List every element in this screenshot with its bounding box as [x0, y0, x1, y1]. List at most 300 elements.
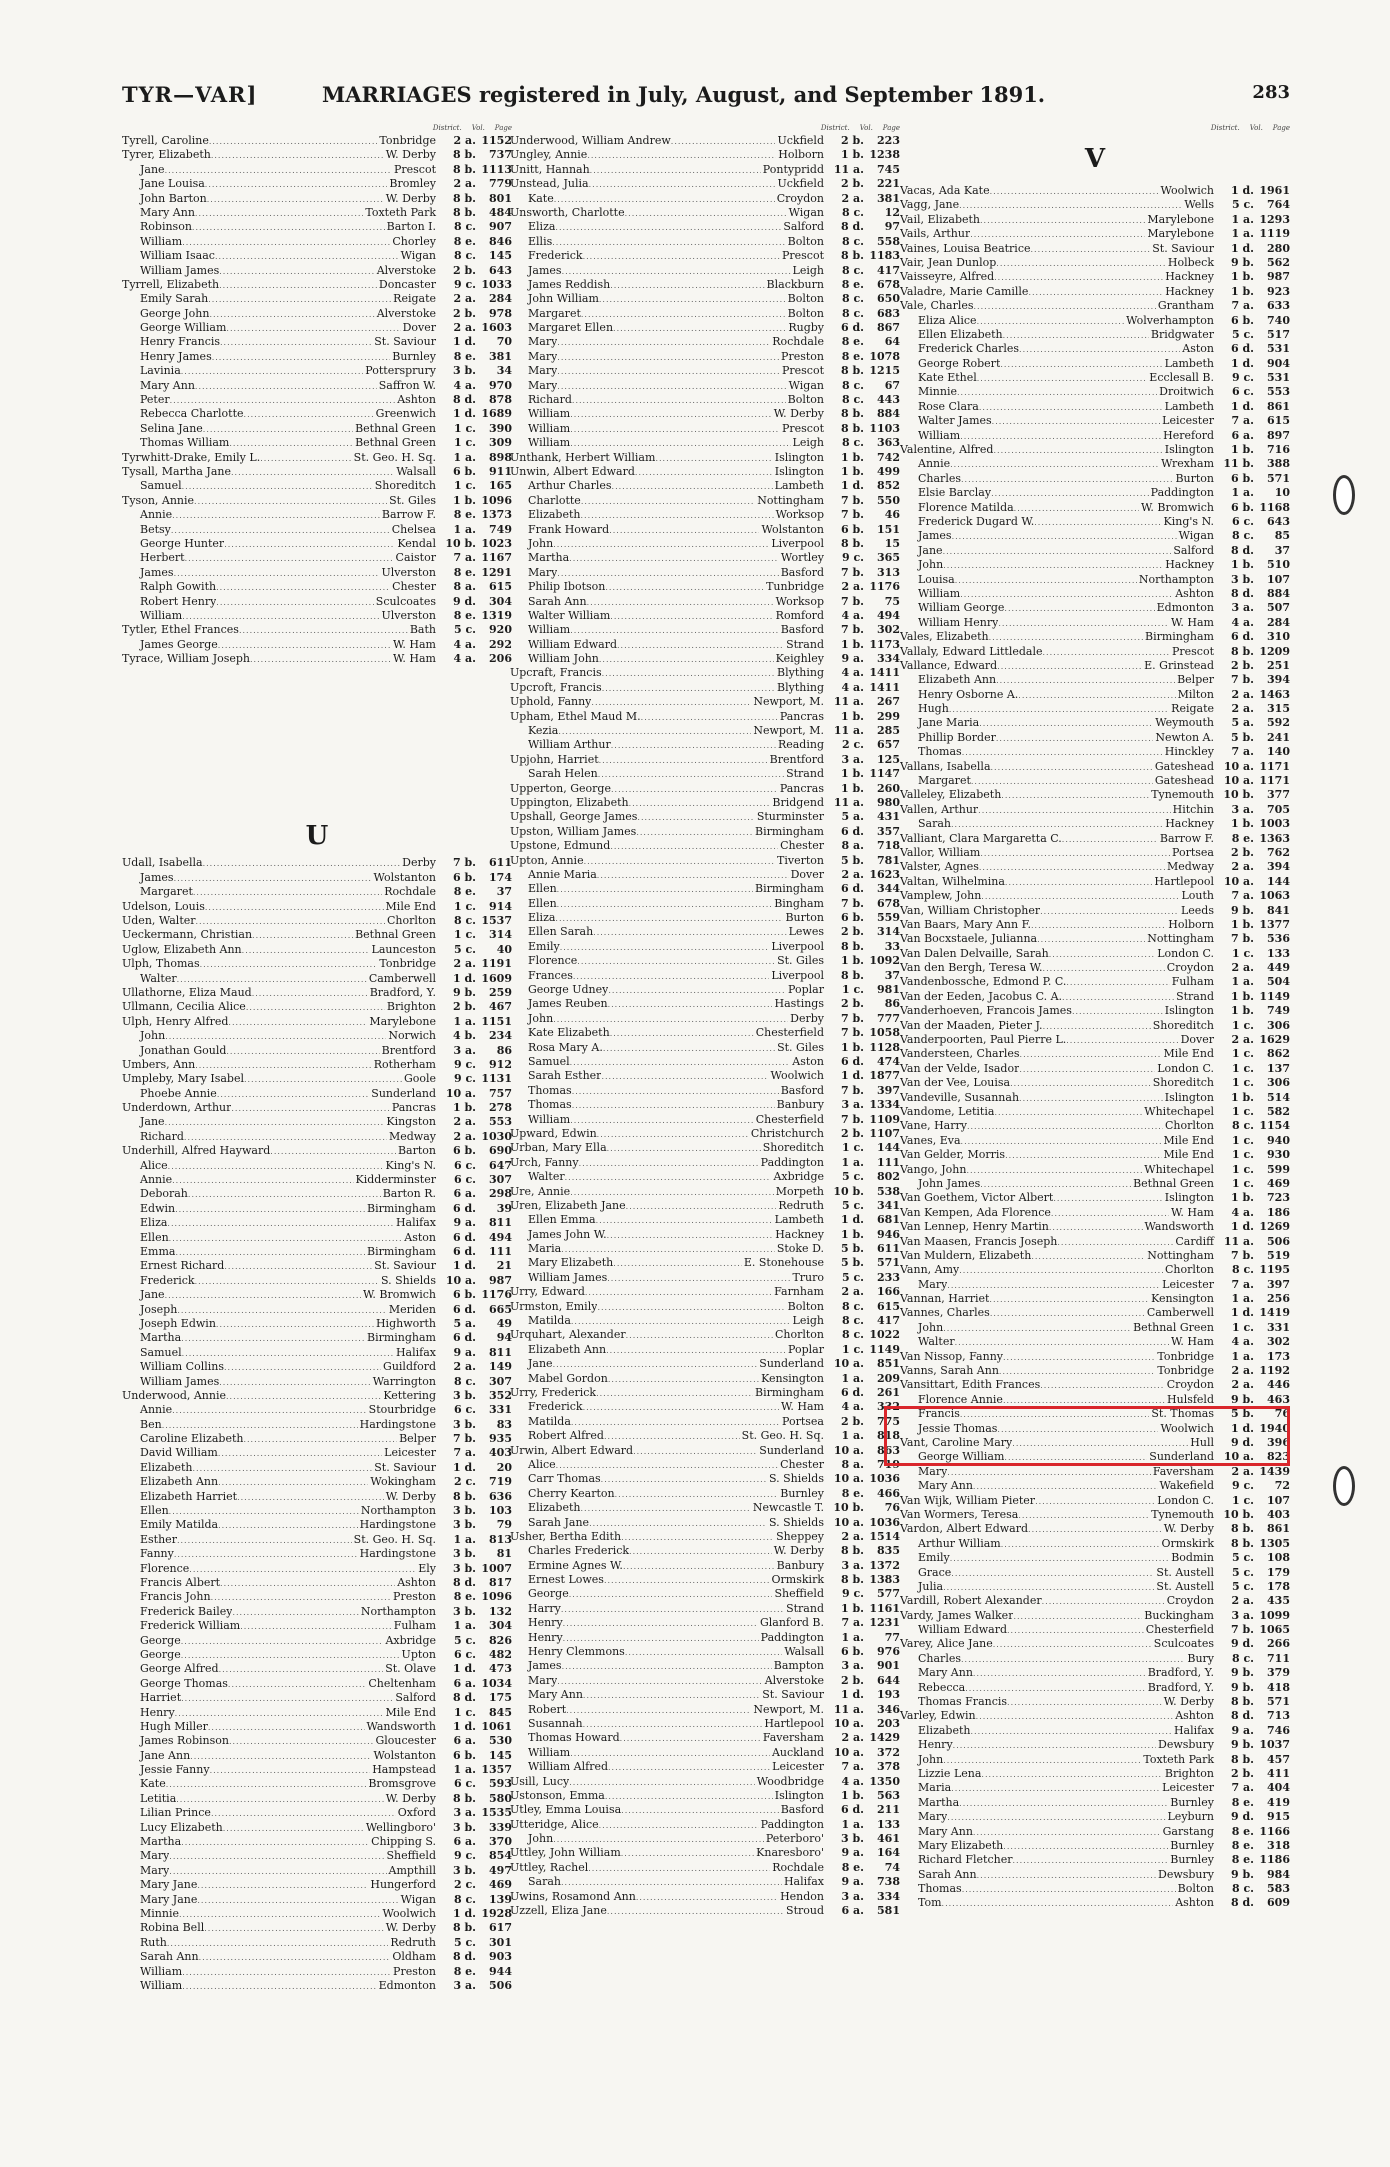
leader-dots	[973, 1826, 1161, 1839]
leader-dots	[162, 1419, 358, 1432]
entry-name: Thomas	[528, 1098, 572, 1112]
page-number: 283	[1252, 82, 1290, 103]
entry-volume: 1 c.	[1231, 1105, 1254, 1118]
leader-dots	[962, 1883, 1176, 1896]
index-entry	[900, 832, 1290, 846]
entry-name: James John W.	[528, 1227, 607, 1241]
column-1	[122, 124, 512, 1993]
entry-district: E. Stonehouse	[743, 1256, 824, 1270]
index-entry	[510, 163, 900, 177]
entry-page: 690	[489, 1144, 512, 1158]
index-entry	[122, 1634, 512, 1648]
entry-district: Worksop	[775, 508, 824, 522]
entry-volume: 7 b.	[840, 1112, 864, 1126]
entry-page: 644	[877, 1673, 900, 1687]
leader-dots	[571, 1315, 791, 1328]
entry-name: Van Muldern, Elizabeth	[900, 1248, 1032, 1262]
entry-name: William	[140, 234, 183, 248]
entry-district: Mile End	[1163, 1148, 1214, 1162]
index-entry	[510, 307, 900, 321]
entry-district: Derby	[402, 856, 436, 870]
entry-volume: 8 d.	[1230, 543, 1254, 557]
entry-volume: 9 c.	[453, 277, 476, 291]
entry-district: Birmingham	[366, 1331, 436, 1345]
entry-name: Underhill, Alfred Hayward	[122, 1144, 271, 1158]
entry-district: Stroud	[786, 1904, 824, 1918]
index-entry	[122, 1216, 512, 1230]
leader-dots	[1019, 343, 1180, 356]
entry-district: Upton	[401, 1647, 436, 1661]
entry-district: Islington	[774, 1788, 824, 1802]
entry-name: William	[140, 1978, 183, 1992]
index-entry	[900, 1522, 1290, 1536]
entry-name: Vandersteen, Charles	[900, 1047, 1020, 1061]
index-entry	[510, 508, 900, 522]
entry-volume: 10 a.	[1223, 774, 1254, 788]
entry-name: Walter	[918, 1335, 955, 1349]
entry-name: Emily	[918, 1551, 950, 1565]
entry-name: Valliant, Clara Margaretta C.	[900, 831, 1062, 845]
entry-district: Liverpool	[771, 536, 824, 550]
entry-name: Varey, Alice Jane	[900, 1637, 993, 1651]
leader-dots	[218, 639, 391, 652]
entry-district: Medway	[1166, 860, 1214, 874]
entry-volume: 3 b.	[452, 364, 476, 378]
entry-volume: 6 d.	[840, 321, 864, 335]
index-entry	[510, 609, 900, 623]
entry-page: 1167	[481, 551, 512, 565]
entry-name: Mary Elizabeth	[528, 1256, 614, 1270]
index-entry	[122, 1605, 512, 1619]
entry-name: Vanderpoorten, Paul Pierre L.	[900, 1033, 1067, 1047]
index-entry	[510, 782, 900, 796]
index-entry	[900, 1825, 1290, 1839]
entry-volume: 3 b.	[452, 1561, 476, 1575]
entry-page: 97	[884, 220, 900, 234]
leader-dots	[971, 775, 1153, 788]
entry-page: 381	[489, 349, 512, 363]
index-entry	[510, 1185, 900, 1199]
index-entry	[510, 1861, 900, 1875]
leader-dots	[623, 1560, 775, 1573]
entry-page: 307	[489, 1173, 512, 1187]
entry-district: Derby	[790, 1011, 824, 1025]
entry-name: Umpleby, Mary Isabel	[122, 1072, 244, 1086]
entry-name: Robert Henry	[140, 594, 217, 608]
entry-name: Jonathan Gould	[140, 1043, 227, 1057]
volume-heading: Vol.	[1249, 124, 1263, 132]
entry-page: 372	[877, 1745, 900, 1759]
entry-volume: 2 a.	[453, 1115, 476, 1129]
entry-volume: 6 d.	[840, 882, 864, 896]
entry-name: Mary	[140, 1849, 170, 1863]
entry-district: Dewsbury	[1158, 1738, 1214, 1752]
entry-page: 435	[1267, 1594, 1290, 1608]
leader-dots	[960, 430, 1161, 443]
entry-page: 738	[877, 1875, 900, 1889]
entry-name: George Udney	[528, 983, 609, 997]
index-entry	[122, 1173, 512, 1187]
index-entry	[900, 472, 1290, 486]
entry-name: Francis John	[140, 1590, 211, 1604]
index-entry	[900, 299, 1290, 313]
entry-name: William Edward	[918, 1623, 1008, 1637]
entry-volume: 6 c.	[453, 1158, 476, 1172]
leader-dots	[943, 559, 1163, 572]
entry-page: 397	[877, 1083, 900, 1097]
entry-name: Susannah	[528, 1716, 583, 1730]
entry-district: Croydon	[1166, 1378, 1214, 1392]
leader-dots	[992, 415, 1160, 428]
entry-volume: 9 c.	[453, 1057, 476, 1071]
entry-district: Alverstoke	[764, 1673, 824, 1687]
leader-dots	[951, 818, 1163, 831]
entry-volume: 5 c.	[841, 1270, 864, 1284]
leader-dots	[601, 1070, 768, 1083]
entry-page: 331	[1267, 1320, 1290, 1334]
entry-name: Frederick	[140, 1273, 195, 1287]
entry-name: Mary	[528, 565, 558, 579]
entry-name: Van Kempen, Ada Florence	[900, 1205, 1051, 1219]
entry-page: 10	[1274, 486, 1290, 500]
leader-dots	[994, 271, 1163, 284]
leader-dots	[220, 1577, 395, 1590]
leader-dots	[181, 1692, 393, 1705]
entry-page: 363	[877, 436, 900, 450]
entry-page: 149	[489, 1360, 512, 1374]
index-entry	[510, 1127, 900, 1141]
leader-dots	[959, 1797, 1168, 1810]
entry-name: Alice	[528, 1457, 556, 1471]
leader-dots	[218, 1447, 382, 1460]
entry-page: 417	[877, 1314, 900, 1328]
entry-name: Margaret	[918, 774, 971, 788]
entry-volume: 9 b.	[1230, 1680, 1254, 1694]
entry-page: 1183	[869, 249, 900, 263]
entry-district: Chorlton	[1164, 1119, 1214, 1133]
index-entry	[510, 479, 900, 493]
leader-dots	[951, 1567, 1154, 1580]
entry-district: Basford	[780, 623, 824, 637]
leader-dots	[167, 1937, 388, 1950]
entry-volume: 9 a.	[841, 1846, 864, 1860]
leader-dots	[1003, 1351, 1155, 1364]
leader-dots	[1031, 919, 1166, 932]
index-entry	[900, 1551, 1290, 1565]
leader-dots	[1020, 1048, 1162, 1061]
entry-volume: 6 d.	[452, 1230, 476, 1244]
entry-name: Jessie Thomas	[918, 1421, 998, 1435]
entry-page: 1099	[1259, 1608, 1290, 1622]
entry-name: Thomas William	[140, 436, 230, 450]
index-entry	[900, 357, 1290, 371]
leader-dots	[557, 883, 753, 896]
entry-page: 562	[1267, 255, 1290, 269]
entry-district: Kingston	[386, 1115, 436, 1129]
entry-volume: 9 b.	[1230, 1867, 1254, 1881]
index-entry	[122, 1087, 512, 1101]
entry-district: Walsall	[396, 464, 436, 478]
leader-dots	[970, 1725, 1171, 1738]
leader-dots	[179, 1908, 381, 1921]
leader-dots	[609, 524, 759, 537]
entry-name: Thomas	[918, 1882, 962, 1896]
index-entry	[900, 817, 1290, 831]
entry-page: 34	[496, 364, 512, 378]
leader-dots	[188, 1188, 381, 1201]
leader-dots	[174, 1548, 358, 1561]
entry-name: Urch, Fanny	[510, 1155, 579, 1169]
entry-page: 285	[877, 724, 900, 738]
index-entry	[122, 1072, 512, 1086]
leader-dots	[625, 1646, 783, 1659]
leader-dots	[621, 1531, 774, 1544]
entry-district: Hackney	[1165, 284, 1214, 298]
entry-volume: 8 c.	[841, 306, 864, 320]
leader-dots	[1005, 876, 1152, 889]
index-entry	[510, 1717, 900, 1731]
index-entry	[510, 1530, 900, 1544]
entry-name: Van Nissop, Fanny	[900, 1349, 1003, 1363]
entry-name: Ralph Gowith	[140, 580, 217, 594]
entry-district: S. Shields	[769, 1515, 824, 1529]
entry-page: 1113	[481, 162, 512, 176]
entry-district: Chelsea	[391, 522, 436, 536]
entry-district: Gateshead	[1154, 759, 1214, 773]
entry-district: Leicester	[384, 1446, 436, 1460]
leader-dots	[199, 1951, 391, 1964]
leader-dots	[604, 1574, 770, 1587]
index-entry	[122, 264, 512, 278]
leader-dots	[601, 1473, 767, 1486]
entry-page: 683	[877, 306, 900, 320]
leader-dots	[223, 1822, 364, 1835]
index-entry	[122, 537, 512, 551]
leader-dots	[215, 250, 399, 263]
leader-dots	[557, 567, 778, 580]
entry-district: Sheffield	[774, 1587, 824, 1601]
entry-page: 1096	[481, 493, 512, 507]
index-entry	[900, 443, 1290, 457]
entry-name: William James	[140, 1374, 220, 1388]
entry-volume: 2 a.	[453, 134, 476, 147]
entry-district: Hackney	[1165, 558, 1214, 572]
entry-name: Mary Jane	[140, 1892, 198, 1906]
entry-page: 1537	[481, 914, 512, 928]
entry-volume: 4 a.	[453, 378, 476, 392]
entry-district: Liverpool	[771, 939, 824, 953]
entry-district: Halifax	[395, 1345, 436, 1359]
index-entry	[122, 1691, 512, 1705]
entry-name: Mary Jane	[140, 1878, 198, 1892]
entry-page: 397	[1267, 1277, 1290, 1291]
entry-page: 174	[489, 870, 512, 884]
entry-name: Julia	[918, 1579, 944, 1593]
leader-dots	[166, 1778, 367, 1791]
entry-volume: 2 a.	[453, 321, 476, 335]
leader-dots	[1004, 602, 1154, 615]
leader-dots	[229, 1735, 374, 1748]
entry-name: Ermine Agnes W.	[528, 1558, 623, 1572]
leader-dots	[184, 1131, 387, 1144]
index-entry	[122, 1446, 512, 1460]
index-entry	[900, 1681, 1290, 1695]
entry-name: David William	[140, 1446, 218, 1460]
index-entry	[510, 839, 900, 853]
entry-name: Martha	[140, 1835, 182, 1849]
entry-name: Mary	[918, 1810, 948, 1824]
entry-page: 1168	[1259, 500, 1290, 514]
entry-name: William	[528, 1112, 571, 1126]
leader-dots	[989, 631, 1143, 644]
entry-district: Reigate	[1171, 702, 1214, 716]
index-entry	[122, 1662, 512, 1676]
entry-volume: 1 b.	[1230, 1090, 1254, 1104]
entry-name: Tytler, Ethel Frances	[122, 623, 239, 637]
leader-dots	[947, 1811, 1165, 1824]
entry-volume: 1 b.	[840, 1788, 864, 1802]
entry-district: Leigh	[792, 1314, 824, 1328]
index-entry	[900, 1033, 1290, 1047]
index-entry	[510, 854, 900, 868]
entry-name: Ungley, Annie	[510, 148, 588, 162]
entry-volume: 11 b.	[1223, 457, 1254, 471]
entry-district: St. Giles	[777, 1040, 824, 1054]
entry-page: 344	[877, 882, 900, 896]
entry-volume: 4 a.	[453, 637, 476, 651]
entry-volume: 1 c.	[1231, 1133, 1254, 1147]
leader-dots	[182, 1347, 394, 1360]
entry-volume: 10 a.	[833, 1472, 864, 1486]
index-entry	[122, 148, 512, 162]
entry-page: 261	[877, 1385, 900, 1399]
index-entry	[122, 1403, 512, 1417]
entry-name: Peter	[140, 393, 170, 407]
entry-volume: 1 c.	[453, 436, 476, 450]
entry-volume: 9 c.	[1231, 1479, 1254, 1493]
entry-name: Ullmann, Cecilia Alice	[122, 1000, 246, 1014]
entry-page: 241	[1267, 730, 1290, 744]
entry-volume: 9 c.	[453, 1849, 476, 1863]
entry-district: Sunderland	[371, 1086, 436, 1100]
entry-district: St. Geo. H. Sq.	[353, 450, 436, 464]
entry-district: St. Geo. H. Sq.	[741, 1429, 824, 1443]
entry-district: Birmingham	[754, 824, 824, 838]
index-entry	[510, 1904, 900, 1918]
index-entry	[122, 407, 512, 421]
entry-name: Ellen	[140, 1230, 169, 1244]
entry-volume: 3 a.	[453, 1806, 476, 1820]
index-entry	[122, 494, 512, 508]
entry-page: 341	[877, 1198, 900, 1212]
index-entry	[510, 494, 900, 508]
entry-volume: 8 c.	[1231, 1263, 1254, 1277]
entry-volume: 1 d.	[452, 1662, 476, 1676]
index-entry	[510, 1516, 900, 1530]
entry-page: 467	[489, 1000, 512, 1014]
leader-dots	[244, 408, 374, 421]
entry-volume: 1 b.	[1230, 1191, 1254, 1205]
entry-volume: 3 b.	[452, 1518, 476, 1532]
entry-volume: 2 b.	[840, 134, 864, 147]
entry-volume: 8 b.	[840, 407, 864, 421]
index-entry	[122, 986, 512, 1000]
leader-dots	[1053, 1192, 1162, 1205]
index-entry	[122, 364, 512, 378]
entry-name: Van Goethem, Victor Albert	[900, 1191, 1054, 1205]
entry-volume: 7 a.	[1231, 299, 1254, 313]
entry-district: King's N.	[1163, 514, 1214, 528]
entry-page: 1128	[869, 1040, 900, 1054]
entry-page: 514	[1267, 1090, 1290, 1104]
entry-volume: 7 b.	[840, 1026, 864, 1040]
entry-page: 1149	[1259, 989, 1290, 1003]
leader-dots	[569, 552, 779, 565]
entry-volume: 7 b.	[1230, 932, 1254, 946]
entry-page: 506	[489, 1978, 512, 1992]
entry-page: 923	[1267, 284, 1290, 298]
entry-volume: 5 b.	[840, 1256, 864, 1270]
entry-name: George Robert	[918, 356, 1001, 370]
leader-dots	[172, 1404, 367, 1417]
entry-name: Upston, William James	[510, 824, 637, 838]
index-entry	[510, 1573, 900, 1587]
entry-page: 85	[1274, 529, 1290, 543]
entry-name: Kezia	[528, 724, 559, 738]
entry-name: Elizabeth Ann	[528, 1342, 607, 1356]
entry-page: 390	[489, 421, 512, 435]
leader-dots	[617, 639, 784, 652]
entry-volume: 2 b.	[840, 177, 864, 191]
index-entry	[900, 889, 1290, 903]
entry-district: Nottingham	[1147, 1248, 1214, 1262]
entry-name: Thomas Howard	[528, 1731, 620, 1745]
entry-volume: 6 b.	[840, 1645, 864, 1659]
leader-dots	[1049, 1221, 1143, 1234]
entry-volume: 8 b.	[1230, 644, 1254, 658]
entry-district: Islington	[1164, 1004, 1214, 1018]
entry-name: George Alfred	[140, 1662, 219, 1676]
entry-name: James Reuben	[528, 997, 608, 1011]
entry-volume: 10 a.	[833, 1357, 864, 1371]
entry-page: 558	[877, 234, 900, 248]
entry-name: James Robinson	[140, 1734, 229, 1748]
index-entry	[900, 1321, 1290, 1335]
entry-district: Edmonton	[378, 1978, 436, 1992]
entry-page: 94	[496, 1331, 512, 1345]
leader-dots	[599, 1819, 759, 1832]
entry-district: Buckingham	[1144, 1608, 1214, 1622]
index-entry	[122, 1303, 512, 1317]
entry-page: 775	[877, 1414, 900, 1428]
entry-volume: 5 c.	[1231, 198, 1254, 212]
index-entry	[510, 983, 900, 997]
entry-district: W. Derby	[773, 407, 824, 421]
entry-page: 70	[496, 335, 512, 349]
entry-page: 33	[884, 939, 900, 953]
leader-dots	[168, 1160, 384, 1173]
index-entry	[900, 198, 1290, 212]
entry-district: Burnley	[1170, 1853, 1214, 1867]
entry-district: Belper	[399, 1432, 436, 1446]
leader-dots	[994, 1106, 1142, 1119]
entry-page: 884	[877, 407, 900, 421]
leader-dots	[584, 855, 775, 868]
entry-page: 1609	[481, 971, 512, 985]
entry-name: Herbert	[140, 551, 185, 565]
leader-dots	[570, 1747, 770, 1760]
entry-volume: 1 b.	[840, 954, 864, 968]
